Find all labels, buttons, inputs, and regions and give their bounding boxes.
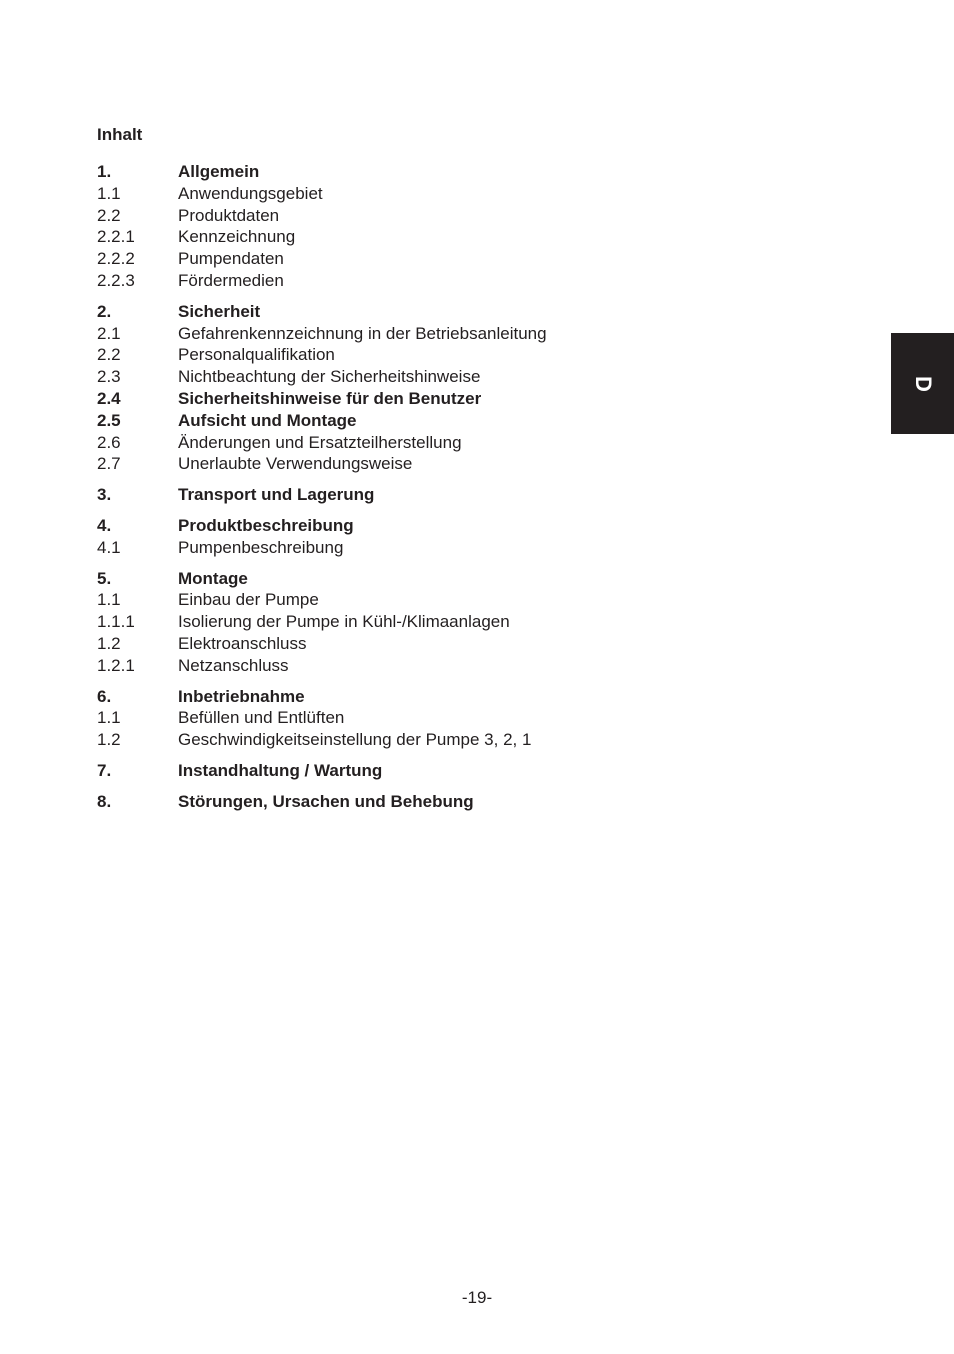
toc-entry [97,611,797,633]
toc-section [97,161,797,292]
toc-section [97,515,797,559]
toc-entry-title: Inbetriebnahme [178,686,305,706]
toc-entry [97,344,797,366]
page-title: Inhalt [97,125,143,144]
toc-entry-number: 8. [97,791,112,811]
toc-entry-number: 7. [97,760,112,780]
toc-entry-title: Personalqualifikation [178,345,335,365]
toc-entry [97,270,797,292]
toc-entry-number: 6. [97,686,112,706]
toc-entry-title: Kennzeichnung [178,227,296,247]
toc-entry-number: 2. [97,301,112,321]
toc-entry-title: Sicherheitshinweise für den Benutzer [178,388,482,408]
toc-section [97,301,797,475]
toc-entry-number: 4. [97,515,112,535]
toc-entry-number: 2.1 [97,323,121,343]
toc-entry-title: Montage [178,568,248,588]
toc-entry [97,707,797,729]
toc-heading [97,791,797,813]
toc-entry-number: 2.2 [97,345,121,365]
toc-entry-title: Allgemein [178,162,260,181]
toc-entry-title: Geschwindigkeitseinstellung der Pumpe 3, 2, 1 [178,730,532,750]
table-of-contents [97,161,797,822]
toc-entry-title: Elektroanschluss [178,633,307,653]
toc-entry-number: 1. [97,162,112,181]
toc-heading [97,760,797,782]
toc-entry [97,537,797,559]
page-number: -19- [461,1288,493,1307]
toc-entry-title: Sicherheit [178,301,261,321]
language-tab [891,333,954,434]
toc-entry-title: Produktdaten [178,205,280,225]
toc-entry-number: 2.2.1 [97,227,135,247]
toc-entry [97,226,797,248]
language-tab-label: D [910,375,936,392]
toc-heading [97,301,797,323]
toc-entry [97,633,797,655]
toc-entry-title: Störungen, Ursachen und Behebung [178,791,474,811]
toc-entry-number: 5. [97,568,112,588]
toc-heading [97,515,797,537]
toc-entry-number: 2.2.3 [97,270,135,290]
toc-entry-number: 1.2 [97,730,121,750]
toc-entry-title: Nichtbeachtung der Sicherheitshinweise [178,367,481,387]
toc-entry-number: 2.2.2 [97,249,135,269]
toc-entry-number: 2.6 [97,432,121,452]
toc-entry-number: 1.1 [97,590,121,610]
toc-entry-title: Produktbeschreibung [178,515,354,535]
toc-entry-title: Änderungen und Ersatzteilherstellung [178,432,462,452]
toc-heading [97,388,797,410]
toc-entry-title: Instandhaltung / Wartung [178,760,383,780]
toc-entry [97,432,797,454]
toc-entry [97,323,797,345]
toc-entry [97,183,797,205]
toc-heading [97,410,797,432]
toc-section [97,568,797,677]
toc-section [97,484,797,506]
toc-entry-number: 2.7 [97,454,121,474]
toc-entry-title: Einbau der Pumpe [178,590,319,610]
toc-entry-title: Netzanschluss [178,655,289,675]
toc-entry-number: 1.1 [97,708,121,728]
toc-entry-title: Aufsicht und Montage [178,410,357,430]
toc-heading [97,484,797,506]
toc-entry-title: Fördermedien [178,270,284,290]
toc-entry [97,655,797,677]
toc-entry-number: 1.1.1 [97,612,135,632]
toc-entry-title: Unerlaubte Verwendungsweise [178,454,413,474]
toc-entry-number: 2.5 [97,410,121,430]
toc-entry [97,366,797,388]
toc-entry-number: 3. [97,485,112,505]
toc-entry [97,248,797,270]
toc-entry-title: Transport und Lagerung [178,485,375,505]
toc-entry [97,453,797,475]
toc-entry-title: Pumpenbeschreibung [178,537,344,557]
toc-entry-title: Befüllen und Entlüften [178,708,345,728]
toc-entry-title: Isolierung der Pumpe in Kühl-/Klimaanlagen [178,612,510,632]
toc-entry-title: Anwendungsgebiet [178,183,323,203]
toc-entry [97,589,797,611]
toc-entry-title: Gefahrenkennzeichnung in der Betriebsanleitung [178,323,547,343]
toc-heading [97,568,797,590]
toc-heading [97,686,797,708]
toc-heading [97,161,797,183]
toc-entry-number: 1.2 [97,633,121,653]
toc-entry-number: 2.3 [97,367,121,387]
toc-entry-number: 2.4 [97,388,121,408]
toc-section [97,686,797,751]
toc-entry-number: 1.1 [97,183,121,203]
toc-section [97,760,797,782]
toc-entry-title: Pumpendaten [178,249,284,269]
toc-entry [97,729,797,751]
toc-entry-number: 2.2 [97,205,121,225]
toc-entry [97,205,797,227]
toc-entry-number: 1.2.1 [97,655,135,675]
toc-section [97,791,797,813]
toc-entry-number: 4.1 [97,537,121,557]
